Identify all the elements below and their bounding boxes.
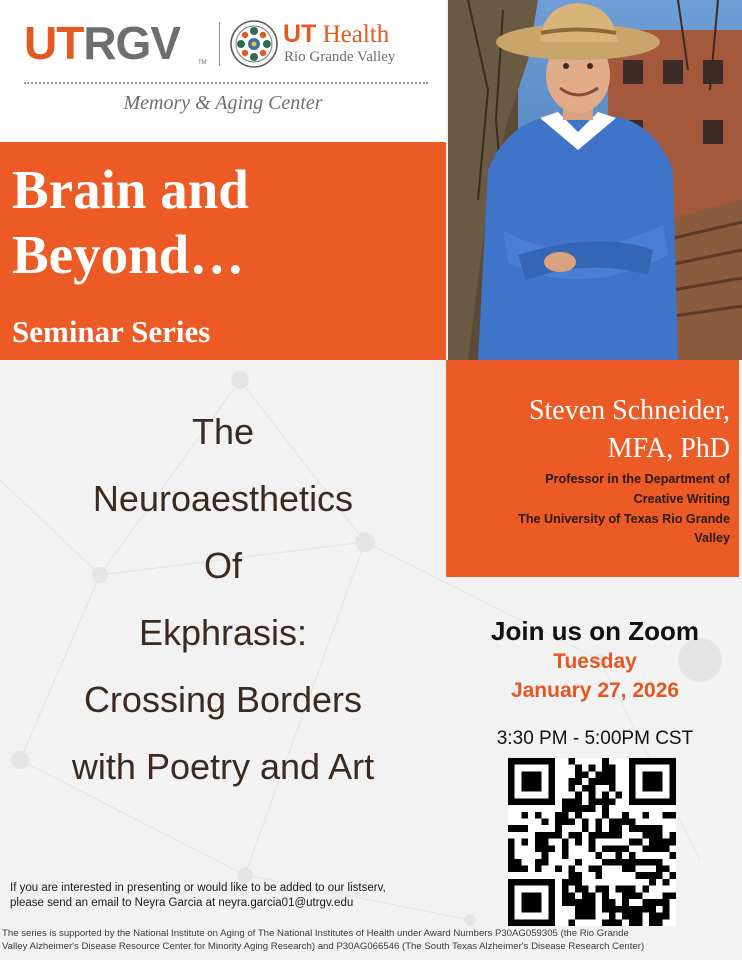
talk-title-line: The xyxy=(191,411,255,452)
talk-title-line: Neuroaesthetics xyxy=(92,478,354,519)
header-logos xyxy=(0,0,446,142)
event-time: 3:30 PM - 5:00PM CST xyxy=(496,728,694,749)
series-title xyxy=(12,158,432,288)
series-title-block xyxy=(0,142,446,360)
talk-title-line: Crossing Borders xyxy=(83,679,363,720)
talk-title-line: Ekphrasis: xyxy=(138,612,308,653)
utrgv-logo-ut: UT xyxy=(24,17,84,69)
logo-divider xyxy=(219,22,220,66)
speaker-affiliation-line: Valley xyxy=(694,531,730,546)
talk-title-line: with Poetry and Art xyxy=(71,746,375,787)
speaker-name-line-1: Steven Schneider, xyxy=(528,395,730,426)
series-title-line-2: Beyond… xyxy=(12,223,245,285)
speaker-affiliation xyxy=(518,470,730,549)
center-name: Memory & Aging Center xyxy=(123,92,323,114)
funding-statement xyxy=(2,928,740,953)
funding-line-2: Valley Alzheimer's Disease Resource Center for Minority Aging Research) and P30AG066546 (The South Texas Alzheimer's Disease Research Center) xyxy=(2,940,645,952)
ut-health-wordmark-ut: UT xyxy=(283,20,317,48)
talk-title-line: Of xyxy=(203,545,242,586)
contact-note xyxy=(10,881,386,911)
speaker-affiliation-line: Creative Writing xyxy=(633,491,730,506)
funding-line-1: The series is supported by the National Institute on Aging of The National Institutes of Health under Award Numbers P30AG059305 (the Rio Grande xyxy=(2,928,629,939)
speaker-name-line-2: MFA, PhD xyxy=(607,432,730,464)
utrgv-logo xyxy=(24,17,181,69)
ut-health-seal-icon xyxy=(230,20,278,68)
utrgv-trademark: TM xyxy=(198,60,207,66)
utrgv-logo-rgv: RGV xyxy=(83,17,181,69)
qr-code-icon[interactable] xyxy=(508,758,676,926)
talk-title xyxy=(0,398,446,800)
ut-health-subtitle: Rio Grande Valley xyxy=(284,49,396,65)
series-subtitle: Seminar Series xyxy=(12,314,211,349)
contact-note-line-2: please send an email to Neyra Garcia at neyra.garcia01@utrgv.edu xyxy=(10,896,354,909)
speaker-info-block xyxy=(446,360,739,577)
series-title-line-1: Brain and xyxy=(12,159,249,220)
speaker-photo xyxy=(448,0,742,360)
ut-health-wordmark xyxy=(283,20,389,49)
speaker-affiliation-line: Professor in the Department of xyxy=(545,472,730,486)
dotted-divider xyxy=(24,82,428,84)
ut-health-wordmark-health: Health xyxy=(322,21,390,48)
zoom-headline: Join us on Zoom xyxy=(491,616,699,646)
event-day: Tuesday xyxy=(553,650,637,673)
speaker-name xyxy=(529,392,730,468)
contact-note-line-1: If you are interested in presenting or would like to be added to our listserv, xyxy=(10,882,386,894)
event-date: January 27, 2026 xyxy=(510,679,680,702)
speaker-affiliation-line: The University of Texas Rio Grande xyxy=(518,511,730,526)
